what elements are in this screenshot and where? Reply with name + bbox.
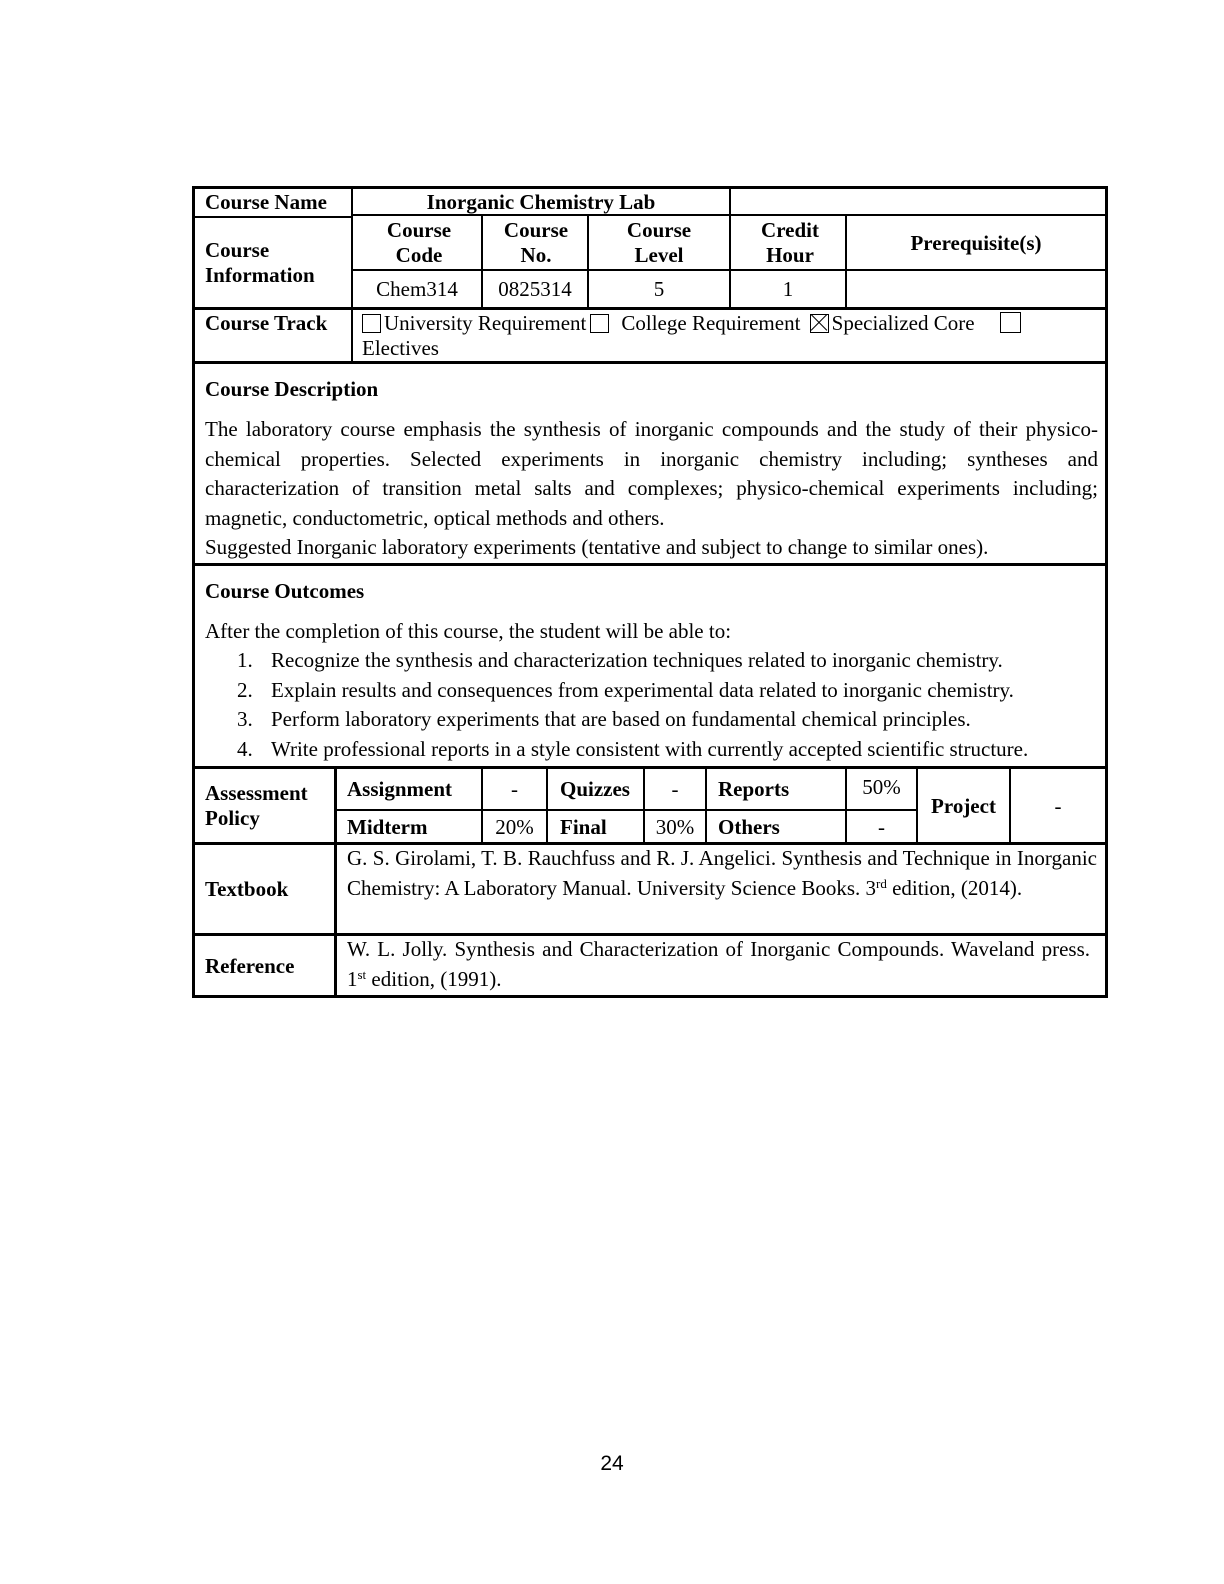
course-description-note: Suggested Inorganic laboratory experiments (tentative and subject to change to similar ones). [205,535,989,559]
course-track-options [362,311,1102,361]
course-no-header: Course No. [503,218,569,267]
others-value: - [878,814,885,839]
outcome-item: 4. Write professional reports in a style consistent with currently accepted scientific structure. [237,736,1029,761]
final-label: Final [560,814,607,839]
credit-hour-header: Credit Hour [761,218,819,267]
reports-value: 50% [862,775,901,799]
specialized-core-checkbox[interactable] [810,314,829,333]
course-no-value: 0825314 [498,277,572,301]
course-outcomes-list [205,646,1105,764]
textbook-label: Textbook [205,877,289,901]
university-requirement-label: University Requirement [384,311,587,335]
course-description-title: Course Description [205,376,379,401]
course-code-header: Course Code [386,218,452,267]
course-level-header: Course Level [626,218,692,267]
outcome-item: 2. Explain results and consequences from experimental data related to inorganic chemistry. [237,677,1014,702]
course-description-body: The laboratory course emphasis the synthesis of inorganic compounds and the study of their physico-chemical properties. Selected experiments in inorganic chemistry including; syntheses and characterization of transition metal salts and complexes; physico-chemical experiments including; magnetic, conductometric, optical methods and others. [205,417,1098,530]
reference-label: Reference [205,953,295,978]
specialized-core-label: Specialized Core [831,311,975,335]
others-label: Others [718,814,780,839]
course-outcomes-title: Course Outcomes [205,578,365,603]
midterm-label: Midterm [347,814,428,839]
assignment-value: - [511,776,518,801]
project-value: - [1054,793,1062,818]
university-requirement-checkbox[interactable] [362,314,381,333]
prerequisites-value [847,271,1105,308]
reports-label: Reports [718,776,790,801]
page-number: 24 [600,1452,624,1475]
outcome-item: 3. Perform laboratory experiments that are based on fundamental chemical principles. [237,707,971,731]
assessment-policy-label: Assessment Policy [205,781,308,830]
project-label: Project [931,793,996,818]
quizzes-label: Quizzes [560,776,630,801]
credit-hour-value: 1 [782,277,794,301]
electives-label: Electives [362,336,439,360]
course-code-value: Chem314 [376,277,458,301]
reference-text: W. L. Jolly. Synthesis and Characterization of Inorganic Compounds. Waveland press. 1st edition, (1991). [347,937,1090,991]
final-value: 30% [655,814,695,839]
outcome-item: 1. Recognize the synthesis and characterization techniques related to inorganic chemistry. [237,648,1003,672]
course-name-label: Course Name [205,189,327,214]
course-outcomes-intro: After the completion of this course, the student will be able to: [205,619,732,643]
course-track-label: Course Track [205,310,328,335]
textbook-text: G. S. Girolami, T. B. Rauchfuss and R. J. Angelici. Synthesis and Technique in Inorganic Chemistry: A Laboratory Manual. University Science Books. 3rd edition, (2014). [347,846,1097,900]
course-name-value: Inorganic Chemistry Lab [426,189,656,214]
electives-checkbox[interactable] [1000,312,1021,333]
quizzes-value: - [671,776,679,801]
course-description-text [205,415,1098,563]
college-requirement-checkbox[interactable] [590,314,609,333]
midterm-value: 20% [495,814,534,839]
college-requirement-label: College Requirement [621,311,801,335]
course-information-label: Course Information [205,238,315,287]
prerequisites-header: Prerequisite(s) [910,230,1042,255]
course-level-value: 5 [653,277,665,301]
assignment-label: Assignment [347,776,453,801]
